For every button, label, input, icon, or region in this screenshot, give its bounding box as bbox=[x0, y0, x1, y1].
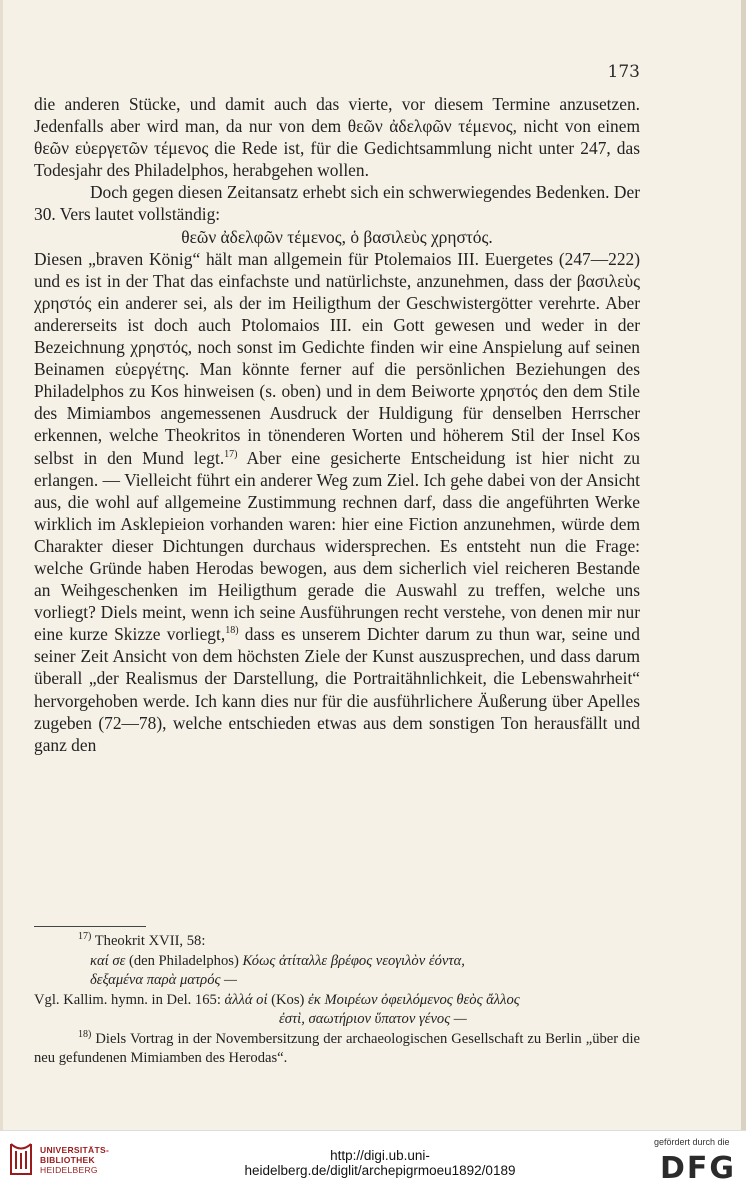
footnote-separator bbox=[34, 926, 146, 927]
institution-line-3: HEIDELBERG bbox=[40, 1165, 98, 1175]
footnote-17-greek-a: καί σε bbox=[90, 952, 126, 969]
footnote-18 bbox=[34, 1030, 640, 1069]
page-left-edge bbox=[0, 0, 3, 1130]
paragraph-3-part-b: Aber eine gesicherte Entscheidung ist hier nicht zu erlangen. — Vielleicht führt ein anderer Weg zum Ziel. Ich gehe dabei von der Ansicht aus, die wohl auf allgemeine Zustimmung rechnen darf, dass die angeführten Werke wirklich im Asklepieion vorhanden waren: hier eine Fiction anzunehmen, würde dem Charakter dieser Dichtungen durchaus widersprechen. Es entsteht nun die Frage: welche Gründe haben Herodas bewogen, aus dem sicherlich viel reicheren Bestande an Weihgeschenken im Heiligthum gerade die Auswahl zu treffen, welche uns vorliegt? Diels meint, wenn ich seine Ausführungen recht verstehe, von denen mir nur eine kurze Skizze vorliegt, bbox=[34, 447, 640, 645]
verse-quote: θεῶν ἀδελφῶν τέμενος, ὁ βασιλεὺς χρηστός. bbox=[181, 226, 493, 247]
institution-line-2: BIBLIOTHEK bbox=[40, 1155, 95, 1165]
footnote-17-vgl-b: ἀλλά οἱ bbox=[224, 991, 268, 1008]
footnote-17-greek-line-3: ἐστὶ, σαωτήριον ὕπατον γένος — bbox=[279, 1011, 467, 1027]
paragraph-3 bbox=[34, 248, 640, 756]
institution-line-1: UNIVERSITÄTS- bbox=[40, 1145, 110, 1155]
body-text bbox=[34, 93, 640, 756]
footnote-ref-17: 17) bbox=[224, 448, 238, 460]
footnotes bbox=[34, 932, 640, 1069]
footnote-17-vgl-c: (Kos) bbox=[267, 991, 309, 1008]
funded-by-label: gefördert durch die bbox=[654, 1137, 730, 1147]
permalink-url[interactable]: http://digi.ub.uni-heidelberg.de/diglit/archepigrmoeu1892/0189 bbox=[244, 1148, 516, 1178]
footnote-17-vgl-a: Vgl. Kallim. hymn. in Del. 165: bbox=[34, 991, 225, 1008]
paragraph-1: die anderen Stücke, und damit auch das vierte, vor diesem Termine anzusetzen. Jedenfalls aber wird man, da nur von dem θεῶν ἀδελφῶν τέμενος, nicht von einem θεῶν εὐεργετῶν τέμενος die Rede ist, für die Gedichtsammlung nicht unter 247, das Todesjahr des Philadelphos, herabgehen wollen. bbox=[34, 94, 640, 181]
footnote-17-label: 17) bbox=[78, 931, 92, 943]
footnote-17-vgl-line bbox=[34, 991, 640, 1011]
footnote-17-greek-b: (den Philadelphos) bbox=[125, 952, 243, 969]
footnote-ref-18: 18) bbox=[225, 625, 239, 637]
page-right-edge bbox=[741, 0, 746, 1130]
university-library-logo-icon[interactable] bbox=[8, 1141, 34, 1177]
footnote-17-greek-line-2: δεξαμένα παρὰ ματρός — bbox=[90, 972, 238, 988]
paragraph-3-part-c: dass es unserem Dichter darum zu thun war, seine und seiner Zeit Ansicht von dem höchsten Ziele der Kunst auszusprechen, und dass darum überall „der Realismus der Darstellung, die Portraitähnlichkeit, die Lebenswahrheit“ hervorgehoben werde. Ich kann dies nur für die ausführlichere Äußerung über Apelles zugeben (72—78), welche entschieden etwas aus dem sonstigen Ton herausfällt und ganz den bbox=[34, 624, 640, 755]
paragraph-3-part-a: Diesen „braven König“ hält man allgemein für Ptolemaios III. Euergetes (247—222) und es ist in der That das einfachste und natürlichste, anzunehmen, dass der βασιλεὺς χρηστός ein anderer sei, als der im Heiligthum der Geschwistergötter verehrte. Aber andererseits ist doch auch Ptolomaios III. ein Gott gewesen und weder in der Bezeichnung χρηστός, noch sonst im Gedichte finden wir eine Anspielung auf seinen Beinamen εὐεργέτης. Man könnte ferner auf die persönlichen Beziehungen des Philadelphos zu Kos hinweisen (s. oben) und in dem Beiworte χρηστός den dem Stile des Mimiambos angemessenen Ausdruck der Huldigung für denselben Herrscher erkennen, welche Theokritos in tönenderen Worten und höherem Stil der Insel Kos selbst in den Mund legt. bbox=[34, 248, 640, 468]
footnote-17-greek-c: Κόως ἀτίταλλε βρέφος νεογιλὸν ἐόντα, bbox=[242, 952, 465, 969]
dfg-logo[interactable]: DFG bbox=[660, 1151, 737, 1186]
university-library-name bbox=[40, 1145, 109, 1175]
footnote-17-greek-line-1 bbox=[34, 952, 640, 972]
footnote-17-vgl-d: ἐκ Μοιρέων ὀφειλόμενος θεὸς ἄλλος bbox=[308, 991, 520, 1008]
paragraph-2: Doch gegen diesen Zeitansatz erhebt sich ein schwerwiegendes Bedenken. Der 30. Vers lautet vollständig: bbox=[34, 182, 640, 225]
viewer-footer bbox=[0, 1130, 746, 1187]
footnote-18-label: 18) bbox=[78, 1028, 92, 1040]
footnote-17-heading bbox=[34, 932, 640, 952]
footnote-18-text: Diels Vortrag in der Novembersitzung der archaeologischen Gesellschaft zu Berlin „über die neu gefundenen Mimiamben des Herodas“. bbox=[34, 1030, 640, 1066]
page-number: 173 bbox=[607, 62, 640, 82]
footnote-17-source: Theokrit XVII, 58: bbox=[94, 933, 206, 949]
